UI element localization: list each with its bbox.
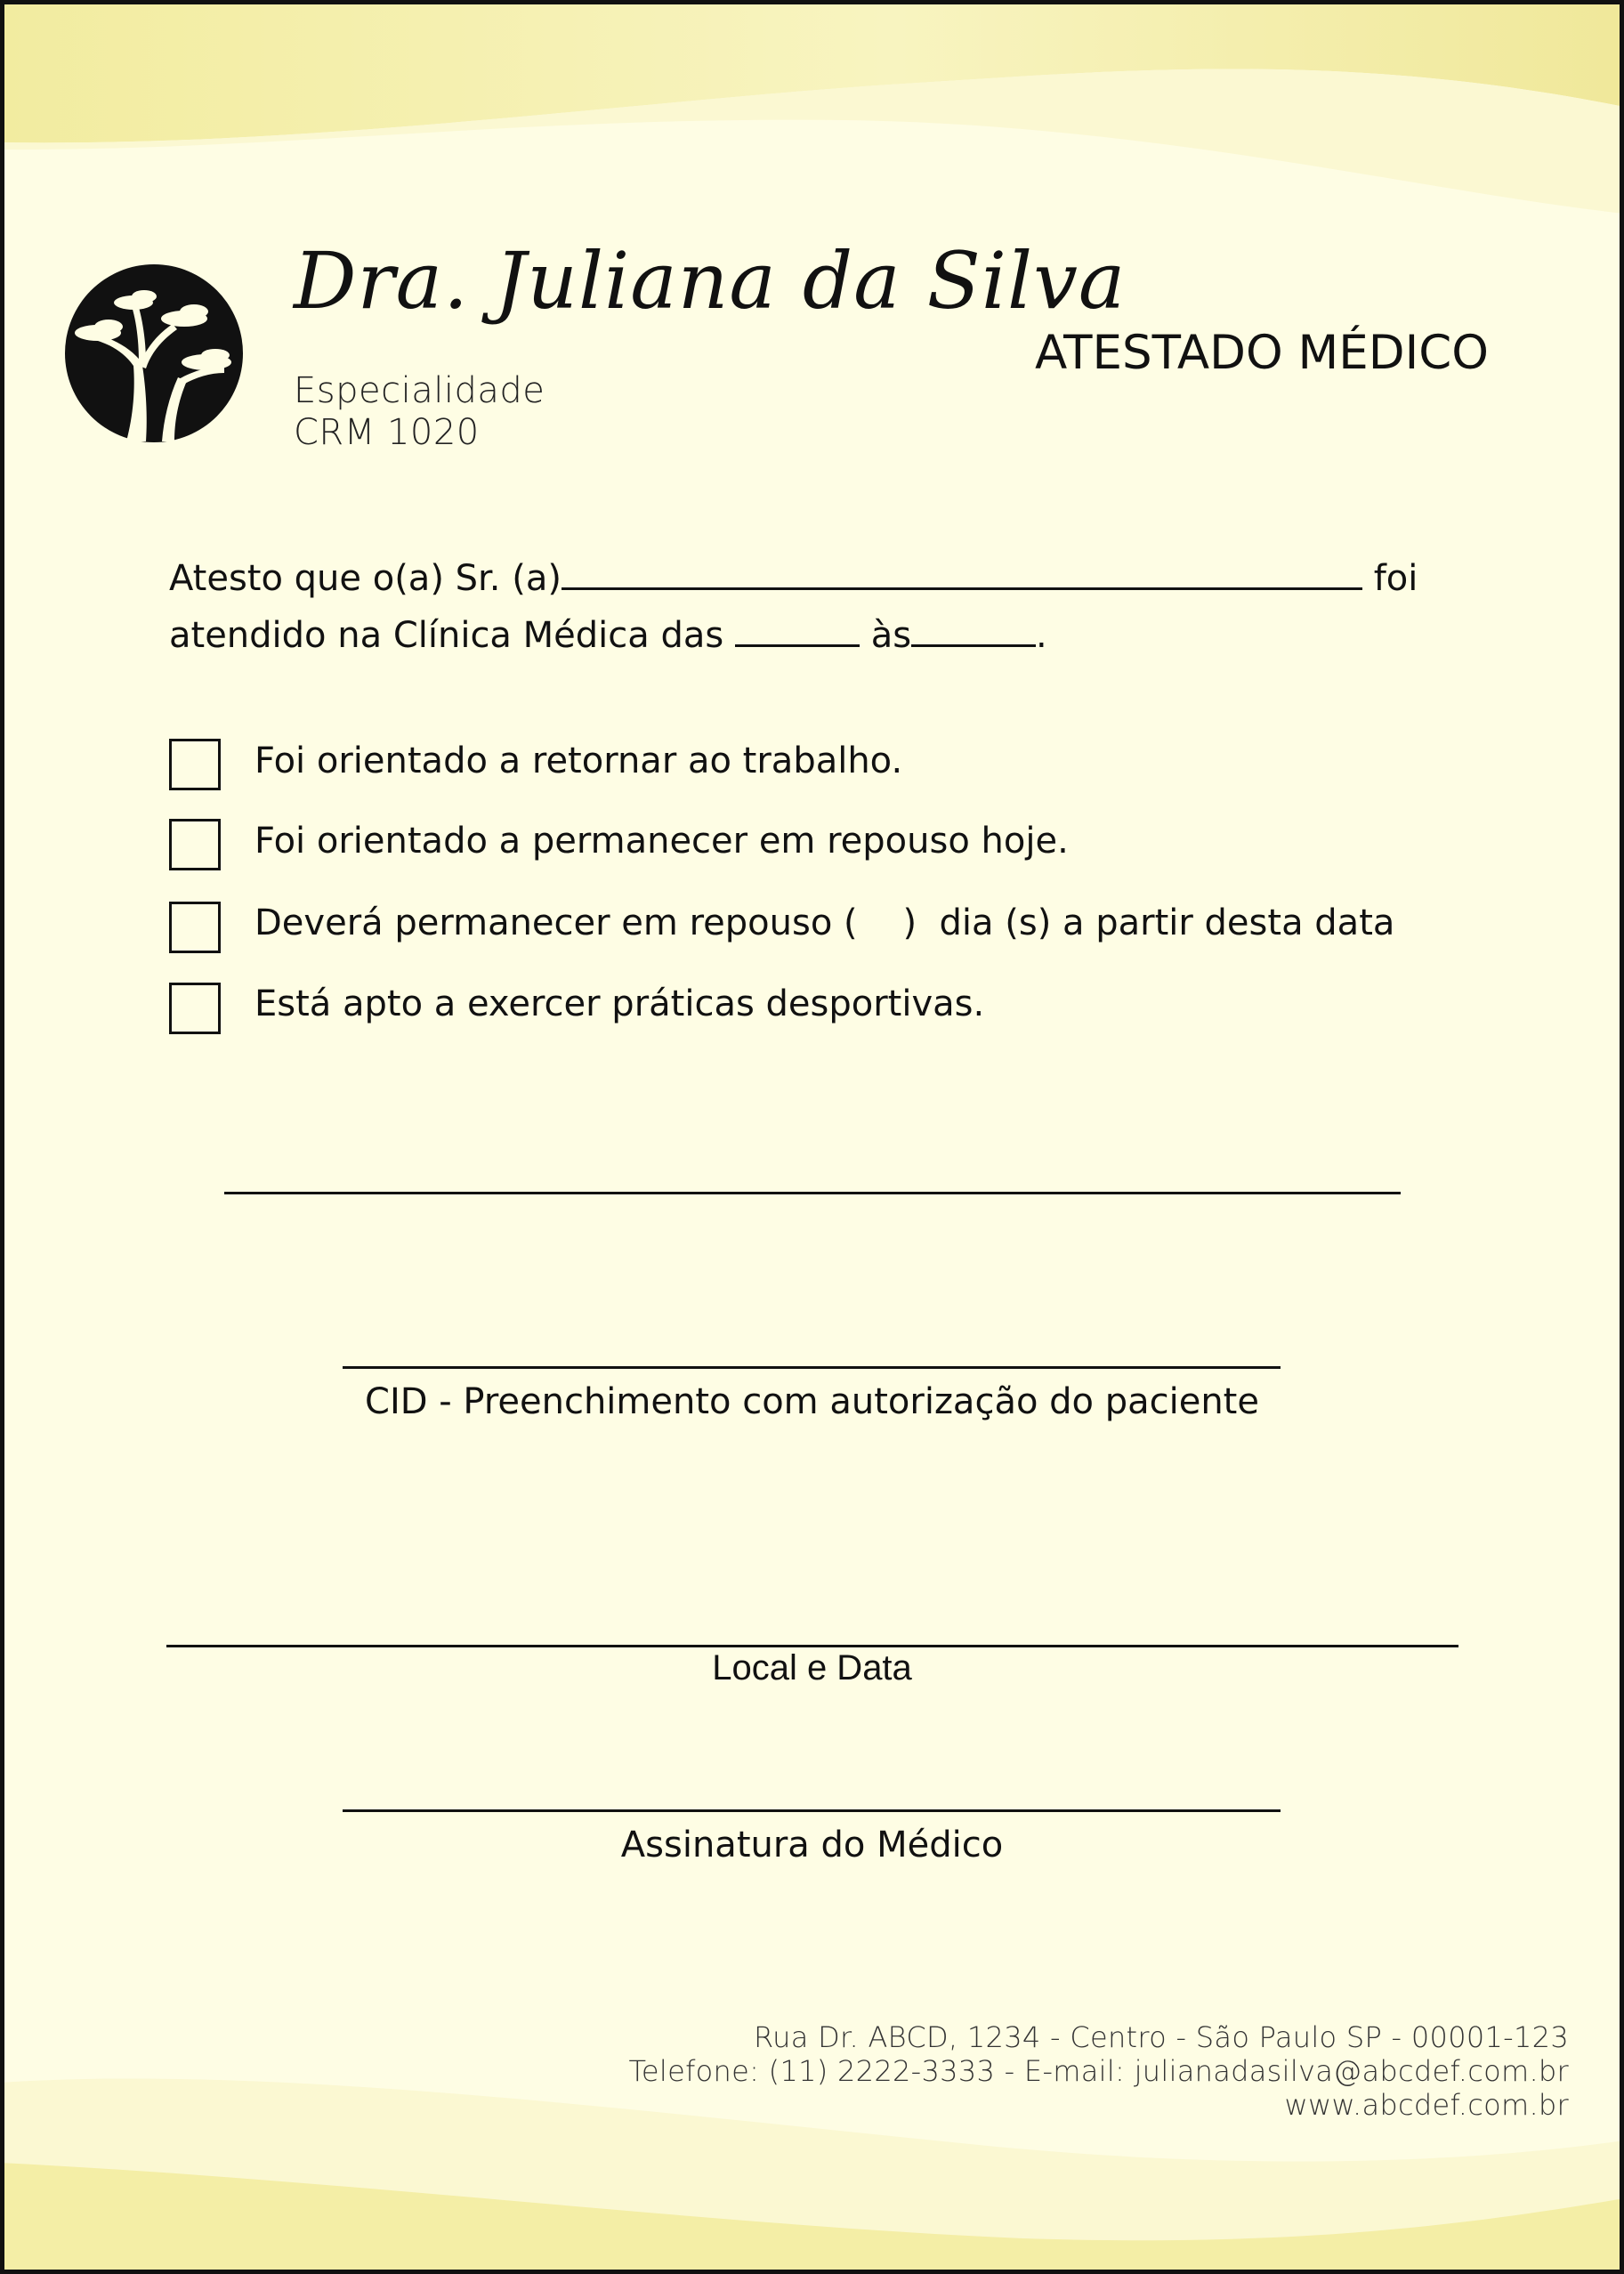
option-checkbox-return-work[interactable] [169, 739, 221, 790]
top-wave-decoration [0, 0, 1624, 231]
footer-contact: Telefone: (11) 2222-3333 - E-mail: julianadasilva@abcdef.com.br [628, 2054, 1569, 2088]
start-time-blank[interactable] [735, 612, 860, 647]
patient-name-blank[interactable] [562, 555, 1362, 590]
statement-period: . [1036, 615, 1047, 656]
document-title: ATESTADO MÉDICO [1035, 326, 1489, 380]
doctor-name: Dra. Juliana da Silva [294, 235, 1127, 327]
option-checkbox-sports[interactable] [169, 983, 221, 1034]
signature-line[interactable] [343, 1809, 1281, 1812]
statement-suffix: foi [1373, 558, 1418, 599]
time-connector: às [870, 615, 912, 656]
option-label-return-work: Foi orientado a retornar ao trabalho. [255, 740, 903, 781]
local-data-caption: Local e Data [712, 1648, 912, 1687]
local-data-line[interactable] [166, 1645, 1458, 1647]
signature-caption: Assinatura do Médico [620, 1825, 1004, 1865]
notes-line[interactable] [224, 1192, 1401, 1194]
option-label-rest-today: Foi orientado a permanecer em repouso hoje. [255, 821, 1069, 862]
option-label-rest-days: Deverá permanecer em repouso ( ) dia (s) a partir desta data [255, 902, 1395, 943]
footer-website: www.abcdef.com.br [1284, 2088, 1569, 2122]
statement-line-2 [169, 612, 1047, 656]
statement-prefix: Atesto que o(a) Sr. (a) [169, 558, 562, 599]
option-checkbox-rest-days[interactable] [169, 902, 221, 953]
tree-logo-icon [64, 263, 244, 443]
doctor-specialty: Especialidade [294, 370, 545, 411]
cid-line[interactable] [343, 1366, 1281, 1369]
footer-address: Rua Dr. ABCD, 1234 - Centro - São Paulo SP - 00001-123 [754, 2020, 1569, 2054]
doctor-crm: CRM 1020 [294, 412, 480, 453]
option-checkbox-rest-today[interactable] [169, 819, 221, 870]
end-time-blank[interactable] [911, 612, 1036, 647]
cid-caption: CID - Preenchimento com autorização do paciente [365, 1381, 1259, 1422]
attended-text: atendido na Clínica Médica das [169, 615, 724, 656]
statement-line-1 [169, 555, 1418, 599]
option-label-sports: Está apto a exercer práticas desportivas. [255, 983, 985, 1024]
